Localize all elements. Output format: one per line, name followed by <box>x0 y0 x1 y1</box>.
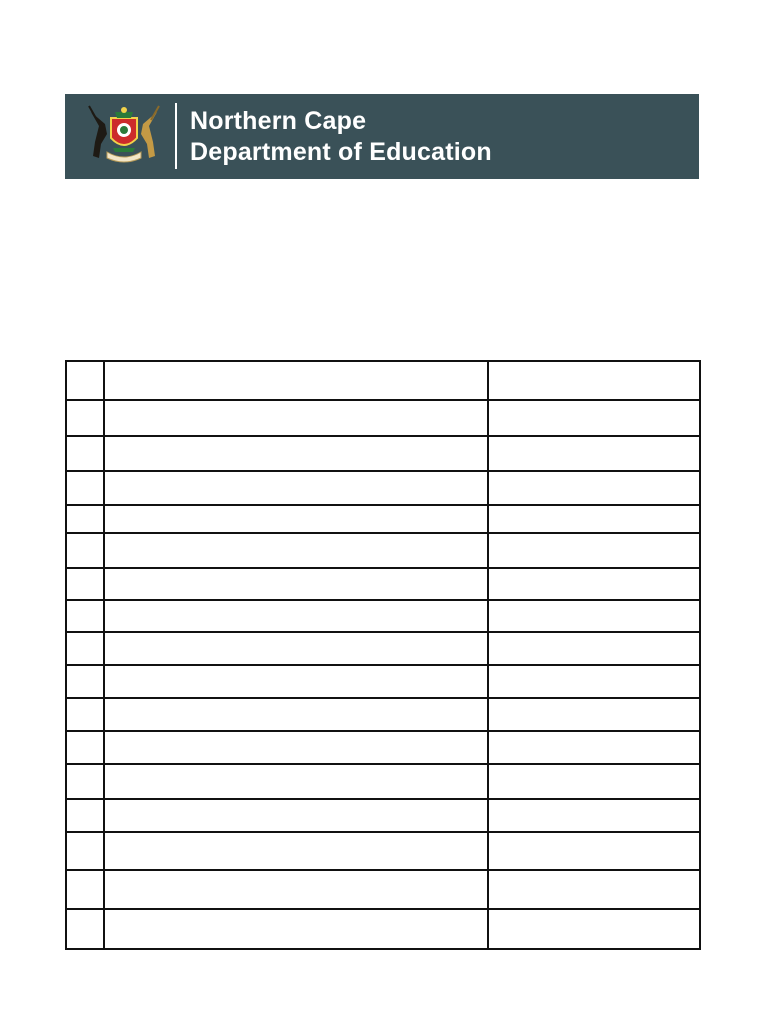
table-cell[interactable] <box>66 400 104 437</box>
table-cell[interactable] <box>488 764 700 799</box>
table-row <box>66 698 700 730</box>
table-cell[interactable] <box>104 731 488 764</box>
table-cell[interactable] <box>104 870 488 909</box>
table-cell[interactable] <box>104 832 488 871</box>
banner-divider <box>175 103 177 169</box>
table-cell[interactable] <box>66 731 104 764</box>
table-cell[interactable] <box>488 505 700 533</box>
table-cell[interactable] <box>104 471 488 505</box>
header-banner <box>65 94 699 179</box>
table-cell[interactable] <box>488 471 700 505</box>
table-cell[interactable] <box>104 764 488 799</box>
table-cell[interactable] <box>66 909 104 949</box>
department-title <box>190 106 492 168</box>
table-cell[interactable] <box>66 600 104 632</box>
table-cell[interactable] <box>104 568 488 599</box>
table-cell[interactable] <box>488 361 700 400</box>
table-cell[interactable] <box>488 436 700 470</box>
table-cell[interactable] <box>488 731 700 764</box>
table-cell[interactable] <box>66 471 104 505</box>
table-cell[interactable] <box>488 600 700 632</box>
table-cell[interactable] <box>104 600 488 632</box>
table-cell[interactable] <box>488 533 700 568</box>
table-row <box>66 400 700 437</box>
table-row <box>66 505 700 533</box>
table-cell[interactable] <box>104 533 488 568</box>
table-cell[interactable] <box>104 400 488 437</box>
table-cell[interactable] <box>488 665 700 698</box>
table-cell[interactable] <box>66 665 104 698</box>
table-cell[interactable] <box>66 568 104 599</box>
table-cell[interactable] <box>66 799 104 831</box>
table-row <box>66 471 700 505</box>
table-row <box>66 632 700 665</box>
table-cell[interactable] <box>66 870 104 909</box>
table-cell[interactable] <box>104 505 488 533</box>
table-row <box>66 568 700 599</box>
table-cell[interactable] <box>488 698 700 730</box>
table-cell[interactable] <box>66 764 104 799</box>
table-cell[interactable] <box>66 533 104 568</box>
table-row <box>66 731 700 764</box>
table-cell[interactable] <box>66 361 104 400</box>
table-cell[interactable] <box>488 832 700 871</box>
table-cell[interactable] <box>488 909 700 949</box>
table-cell[interactable] <box>488 799 700 831</box>
table-row <box>66 870 700 909</box>
coat-of-arms-logo <box>85 104 163 168</box>
table-cell[interactable] <box>104 436 488 470</box>
department-title-line1: Northern Cape <box>190 107 367 135</box>
table-row <box>66 832 700 871</box>
table-cell[interactable] <box>104 632 488 665</box>
table-cell[interactable] <box>66 632 104 665</box>
table-cell[interactable] <box>66 505 104 533</box>
table-row <box>66 361 700 400</box>
table-cell[interactable] <box>104 909 488 949</box>
table-cell[interactable] <box>488 870 700 909</box>
table-cell[interactable] <box>104 361 488 400</box>
table-cell[interactable] <box>104 698 488 730</box>
table-cell[interactable] <box>104 799 488 831</box>
table-row <box>66 436 700 470</box>
table-cell[interactable] <box>104 665 488 698</box>
table-cell[interactable] <box>66 832 104 871</box>
table-row <box>66 799 700 831</box>
table-row <box>66 533 700 568</box>
table-cell[interactable] <box>488 400 700 437</box>
table-row <box>66 665 700 698</box>
table-cell[interactable] <box>66 436 104 470</box>
table-cell[interactable] <box>488 568 700 599</box>
table-row <box>66 764 700 799</box>
table-row <box>66 909 700 949</box>
table-cell[interactable] <box>488 632 700 665</box>
form-table <box>65 360 701 950</box>
table-cell[interactable] <box>66 698 104 730</box>
table-row <box>66 600 700 632</box>
department-title-line2: Department of Education <box>190 138 492 166</box>
